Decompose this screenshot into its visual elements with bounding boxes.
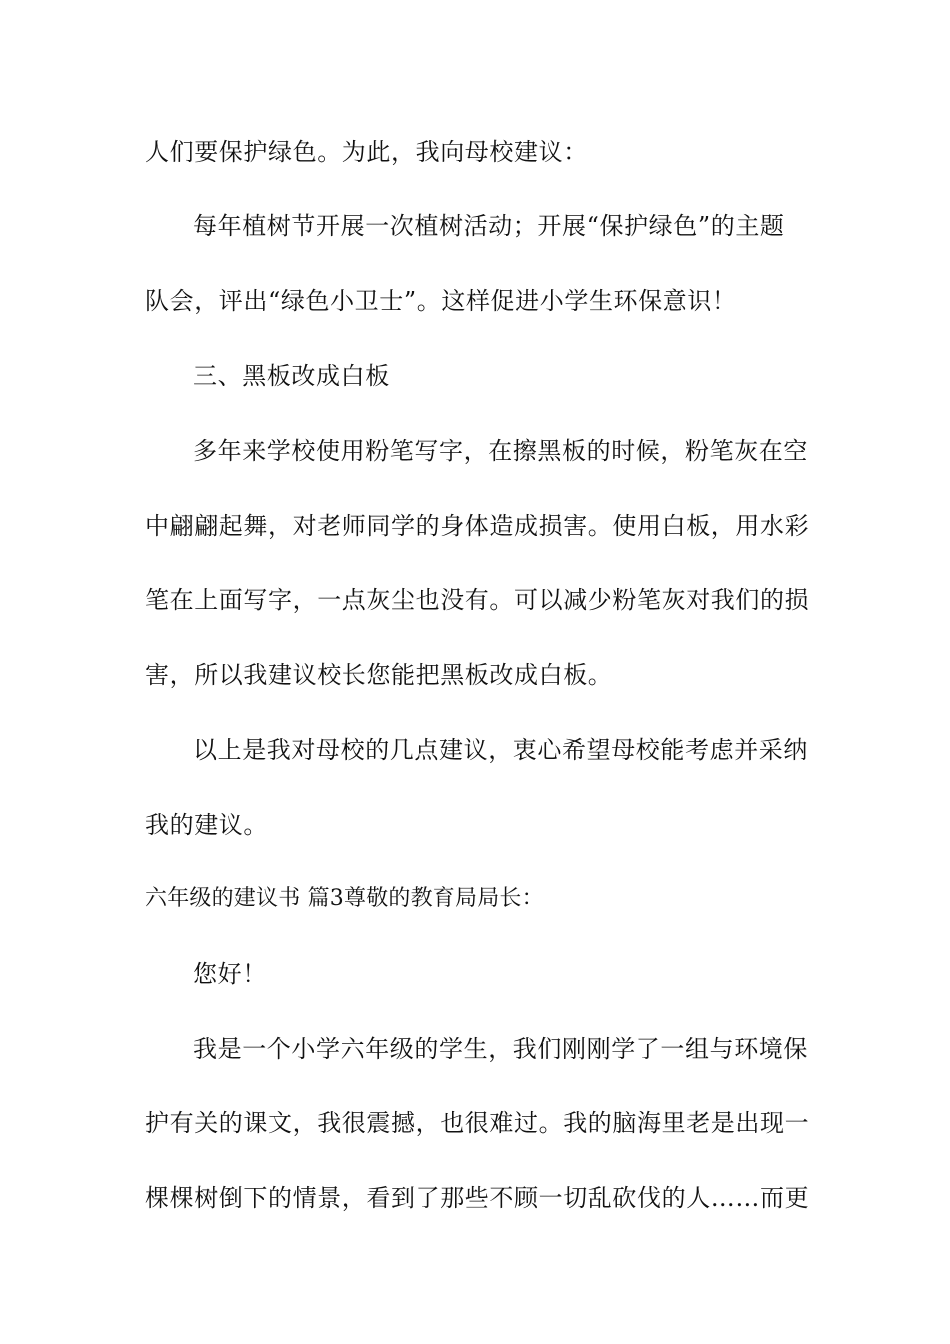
- text-line-5: 多年来学校使用粉笔写字，在擦黑板的时候，粉笔灰在空: [193, 437, 808, 465]
- greeting-line: 您好！: [193, 960, 267, 988]
- text-line-3: 队会，评出“绿色小卫士”。这样促进小学生环保意识！: [145, 287, 737, 315]
- text-line-8: 害，所以我建议校长您能把黑板改成白板。: [145, 661, 613, 689]
- section-heading: 三、黑板改成白板: [193, 362, 390, 390]
- text-line-1: 人们要保护绿色。为此，我向母校建议：: [145, 138, 588, 166]
- text-line-7: 笔在上面写字，一点灰尘也没有。可以减少粉笔灰对我们的损: [145, 586, 810, 614]
- text-line-2: 每年植树节开展一次植树活动；开展“保护绿色”的主题: [193, 212, 785, 240]
- text-line-14: 护有关的课文，我很震撼，也很难过。我的脑海里老是出现一: [145, 1109, 810, 1137]
- text-line-9: 以上是我对母校的几点建议，衷心希望母校能考虑并采纳: [193, 736, 808, 764]
- text-line-6: 中翩翩起舞，对老师同学的身体造成损害。使用白板，用水彩: [145, 512, 810, 540]
- text-line-15: 棵棵树倒下的情景，看到了那些不顾一切乱砍伐的人……而更: [145, 1184, 810, 1212]
- article-heading: 六年级的建议书 篇3尊敬的教育局局长：: [145, 886, 544, 911]
- text-line-13: 我是一个小学六年级的学生，我们刚刚学了一组与环境保: [193, 1035, 808, 1063]
- text-line-10: 我的建议。: [145, 811, 268, 839]
